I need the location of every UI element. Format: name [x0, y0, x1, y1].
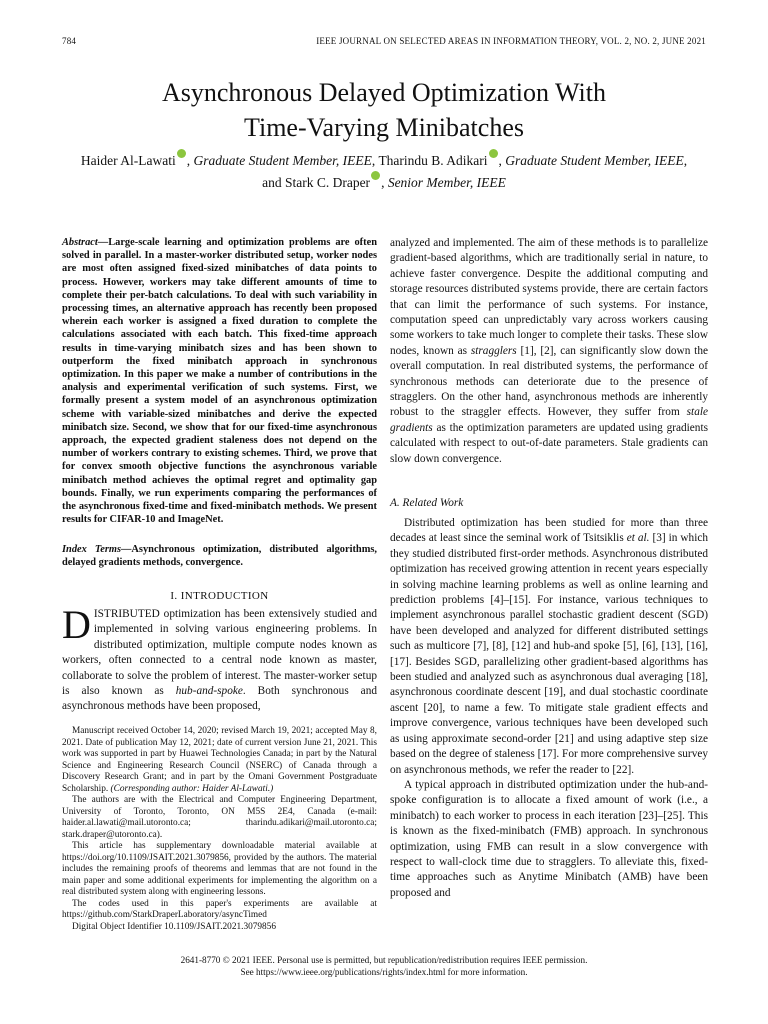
index-terms-label: Index Terms	[62, 544, 122, 555]
author-connector: and	[262, 175, 282, 190]
author-role: Graduate Student Member, IEEE	[193, 153, 372, 168]
title-line-2: Time-Varying Minibatches	[244, 113, 524, 142]
author-role: Graduate Student Member, IEEE	[505, 153, 684, 168]
abstract-text: —Large-scale learning and optimization problems are often solved in parallel. In a master-worker distributed setup, worker nodes are most often assigned fixed-sized minibatches of data points to process. However, workers may take different amounts of time to complete their per-batch calculations. To deal with such variability in processing times, an alternative approach has recently been proposed wherein each worker is assigned a fixed duration to complete the calculations associated with each batch. This fixed-time approach results in time-varying minibatch sizes and has been shown to outperform the fixed minibatch approach in synchronous optimization. In this paper we make a number of contributions in the analysis and experimental verification of such systems. First, we formally present a system model of an asynchronous optimization scheme with variable-sized minibatches and derive the expected minibatch size. Second, we show that for our fixed-time asynchronous approach, the expected gradient staleness does not depend on the number of workers contrary to existing schemes. Third, we prove that for convex smooth objective functions the asynchronous variable minibatch method achieves the optimal regret and optimality gap bounds. Finally, we run experiments comparing the performances of the asynchronous fixed-time and fixed-minibatch methods. We present results for CIFAR-10 and ImageNet.	[62, 237, 377, 526]
author-name: Tharindu B. Adikari	[378, 153, 488, 168]
paper-title	[60, 75, 708, 145]
related-work-section	[390, 516, 708, 901]
copyright-line-2: See https://www.ieee.org/publications/rights/index.html for more information.	[240, 966, 528, 977]
related-work-paragraph-1: Distributed optimization has been studied for more than three decades at least since the seminal work of Tsitsiklis et al. [3] in which they studied distributed first-order methods. Asynchronous distributed optimization has received growing attention in recent years especially in solving machine learning problems as well as online learning and prediction problems [4]–[15]. For instance, various techniques to implement asynchronous parallel stochastic gradient descent (SGD) have been developed and analyzed for different distributed settings such as multicore [7], [8], [12] and hub-and spoke [5], [6], [13], [16], [17]. Besides SGD, parallelizing other gradient-based algorithms has been studied and analyzed such as asynchronous dual averaging [18], asynchronous coordinate descent [19], and dual stochastic coordinate ascent [20], to name a few. To mitigate stale gradient effects and improve convergence, various techniques have been developed such as using approximate second-order [21] and using adaptive step size based on the degree of staleness [17]. For more comprehensive survey on asynchronous methods, we refer the reader to [22].	[390, 517, 708, 776]
author-list	[60, 150, 708, 194]
page-number: 784	[62, 36, 77, 46]
abstract-label: Abstract	[62, 237, 98, 248]
introduction-paragraph: DISTRIBUTED optimization has been extensively studied and implemented in solving various engineering problems. In distributed optimization, multiple compute nodes known as workers, often connected to a central node known as master, collaborate to solve the problem of interest. The master-worker setup is also known as hub-and-spoke. Both synchronous and asynchronous methods have been proposed,	[62, 602, 377, 713]
running-header: IEEE JOURNAL ON SELECTED AREAS IN INFORMATION THEORY, VOL. 2, NO. 2, JUNE 2021	[316, 36, 706, 46]
footnote-doi: Digital Object Identifier 10.1109/JSAIT.2021.3079856	[72, 921, 276, 932]
copyright-notice	[60, 955, 708, 978]
index-terms	[62, 543, 377, 569]
orcid-icon[interactable]	[177, 149, 186, 158]
footnote-affiliation: The authors are with the Electrical and Computer Engineering Department, University of Toronto, Toronto, ON M5S 2E4, Canada (e-mail: haider.al.lawati@mail.utoronto.ca; tharindu.adikari@mail.utoronto.ca; stark.draper@utoronto.ca).	[62, 795, 377, 840]
footnote-manuscript: Manuscript received October 14, 2020; revised March 19, 2021; accepted May 8, 2021. Date of publication May 12, 2021; date of current version June 21, 2021. This work was supported in part by Huawei Technologies Canada; in part by the Natural Science and Engineering Research Council (NSERC) of Canada through a Discovery Research Grant; and in part by the Omani Government Postgraduate Scholarship. (Corresponding author: Haider Al-Lawati.)	[62, 726, 377, 794]
intro-continued-paragraph: analyzed and implemented. The aim of these methods is to parallelize gradient-based algorithms, which are traditionally serial in nature, to achieve faster convergence. Despite the additional computing and storage resources distributed systems provide, there are certain factors that can limit the performance of such systems. For instance, computation speed can unpredictably vary across workers causing some workers to take much longer to complete their tasks. These slow nodes, known as stragglers [1], [2], can significantly slow down the overall computation. In real distributed systems, the performance of synchronous methods can deteriorate due to the presence of stragglers. On the other hand, asynchronous methods are inherently robust to the straggler effects. However, they suffer from stale gradients as the optimization parameters are updated using gradients calculated with respect to out-of-date parameters. Stale gradients can slow down convergence.	[390, 237, 708, 465]
footnote-code: The codes used in this paper's experiments are available at https://github.com/StarkDraperLaboratory/asyncTimed	[62, 898, 377, 920]
related-work-paragraph-2: A typical approach in distributed optimization under the hub-and-spoke configuration is to allocate a fixed amount of work (i.e., a minibatch) to each worker to process in each iteration [23]–[25]. This is known as the fixed-minibatch (FMB) approach. In synchronous optimization, using FMB can result in a slow convergence with respect to wall-clock time due to stragglers. To alleviate this, fixed-time approaches such as Anytime Minibatch (AMB) have been proposed and	[390, 778, 708, 899]
author-name: Haider Al-Lawati	[80, 153, 176, 168]
copyright-line-1: 2641-8770 © 2021 IEEE. Personal use is permitted, but republication/redistribution requires IEEE permission.	[180, 955, 588, 965]
drop-cap: D	[62, 602, 91, 647]
footnotes	[62, 726, 377, 933]
abstract	[62, 236, 377, 526]
author-role: Senior Member, IEEE	[387, 175, 506, 190]
index-terms-text: —Asynchronous optimization, distributed algorithms, delayed gradients methods, convergence.	[62, 544, 377, 569]
author-line-2: and Stark C. Draper , Senior Member, IEEE	[60, 172, 708, 194]
section-heading: I. INTRODUCTION	[170, 590, 269, 602]
orcid-icon[interactable]	[489, 149, 498, 158]
orcid-icon[interactable]	[371, 171, 380, 180]
author-name: Stark C. Draper	[284, 175, 371, 190]
footnote-supplementary: This article has supplementary downloadable material available at https://doi.org/10.1109/JSAIT.2021.3079856, provided by the authors. The material includes the remaining proofs of theorems and lemmas that are not found in the main paper and some additional experiments for implementing the algorithm on a real distributed system along with engineering lessons.	[62, 841, 377, 897]
title-line-1: Asynchronous Delayed Optimization With	[161, 78, 606, 107]
author-line-1: Haider Al-Lawati , Graduate Student Member, IEEE, Tharindu B. Adikari , Graduate Student Member, IEEE,	[60, 150, 708, 172]
subsection-heading: A. Related Work	[390, 497, 464, 509]
